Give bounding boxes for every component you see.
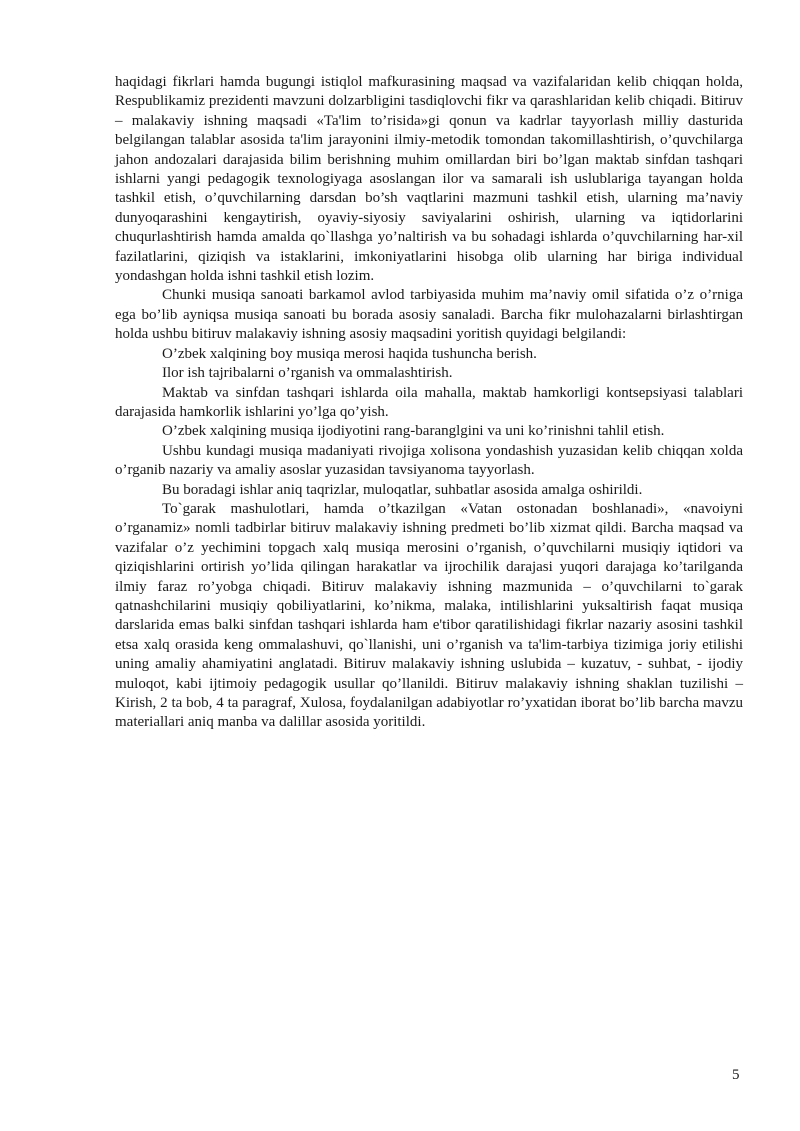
document-body: [115, 73, 743, 733]
goal-item-cooperation: Maktab va sinfdan tashqari ishlarda oila mahalla, maktab hamkorligi kontsepsiyasi talablari darajasida hamkorlik ishlarini yo’lga qo’yish.: [115, 384, 743, 420]
page-number: 5: [732, 1067, 740, 1083]
goal-item-analysis: O’zbek xalqining musiqa ijodiyotini rang-baranglgini va uni ko’rinishni tahlil etish.: [162, 423, 665, 440]
paragraph-implementation: Bu boradagi ishlar aniq taqrizlar, muloqatlar, suhbatlar asosida amalga oshirildi.: [162, 481, 643, 498]
paragraph-music-industry: Chunki musiqa sanoati barkamol avlod tarbiyasida muhim ma’naviy omil sifatida o’z o’rniga ega bo’lib ayniqsa musiqa sanoati bu borada asosiy sanaladi. Barcha fikr mulohazalarni birlashtirgan holda ushbu bitiruv malakaviy ishning asosiy maqsadini yoritish quyidagi belgilandi:: [115, 287, 743, 343]
goal-item-heritage: O’zbek xalqining boy musiqa merosi haqida tushuncha berish.: [162, 345, 537, 362]
goal-item-experience: Ilor ish tajribalarni o’rganish va ommalashtirish.: [162, 365, 453, 382]
paragraph-continuation: haqidagi fikrlari hamda bugungi istiqlol mafkurasining maqsad va vazifalaridan kelib chiqqan holda, Respublikamiz prezidenti mavzuni dolzarbligini tasdiqlovchi fikr va qarashlaridan kelib chiqadi. Bitiruv – malakaviy ishning maqsadi «Ta'lim to’risida»gi qonun va kadrlar tayyorlash milliy dasturida belgilangan talablar asosida ta'lim jarayonini ilmiy-metodik tomondan takomillashtirish, o’quvchilarga jahon andozalari darajasida bilim berishning muhim omillardan biri bo’lgan maktab sinfdan tashqari ishlarni yangi pedagogik texnologiyaga asoslangan ilor va samarali ish uslublariga tayangan holda tashkil etish, o’quvchilarning darsdan bo’sh vaqtlarini mazmuni tashkil etish, ularning ma’naviy dunyoqarashini kengaytirish, oyaviy-siyosiy saviyalarini oshirish, ularning va iqtidorlarini chuqurlashtirish hamda amalda qo`llashga yo’naltirish va bu sohadagi ishlarda o’quvchilarning har-xil fazilatlarini, qiziqish va istaklarini, imkoniyatlarini hisobga olib ularning har biriga individual yondashgan holda ishni tashkil etish lozim.: [115, 74, 743, 285]
paragraph-club-activities: To`garak mashulotlari, hamda o’tkazilgan «Vatan ostonadan boshlanadi», «navoiyni o’rganamiz» nomli tadbirlar bitiruv malakaviy ishning predmeti bo’lib xizmat qildi. Barcha maqsad va vazifalar o’z yechimini topgach xalq musiqa merosini o’rganish, o’quvchilarni musiqiy iqtidori va qiziqishlarini ortirish yo’lida qilingan harakatlar va ijrochilik darajasi yuqori darajaga ko’tarilganda ilmiy faraz ro’yobga chiqadi. Bitiruv malakaviy ishning mazmunida – o’quvchilarni to`garak qatnashchilarini musiqiy qobiliyatlarini, ko’nikma, malaka, intilishlarini yuksaltirish faqat musiqa darslarida emas balki sinfdan tashqari ishlarda ham e'tibor qaratilishidagi fikrlar nazariy asosini tashkil etsa xalq orasida keng ommalashuvi, qo`llanishi, uni o’rganish va ta'lim-tarbiya tizimiga joriy etilishi uning amaliy ahamiyatini anglatadi. Bitiruv malakaviy ishning uslubida – kuzatuv, - suhbat, - ijodiy muloqot, kabi ijtimoiy pedagogik usullar qo’llanildi. Bitiruv malakaviy ishning shaklan tuzilishi – Kirish, 2 ta bob, 4 ta paragraf, Xulosa, foydalanilgan adabiyotlar ro’yxatidan iborat bo’lib barcha mavzu materiallari aniq manba va dalillar asosida yoritildi.: [115, 500, 743, 731]
goal-item-recommendations: Ushbu kundagi musiqa madaniyati rivojiga xolisona yondashish yuzasidan kelib chiqqan xolda o’rganib nazariy va amaliy asoslar yuzasidan tavsiyanoma tayyorlash.: [115, 442, 743, 479]
